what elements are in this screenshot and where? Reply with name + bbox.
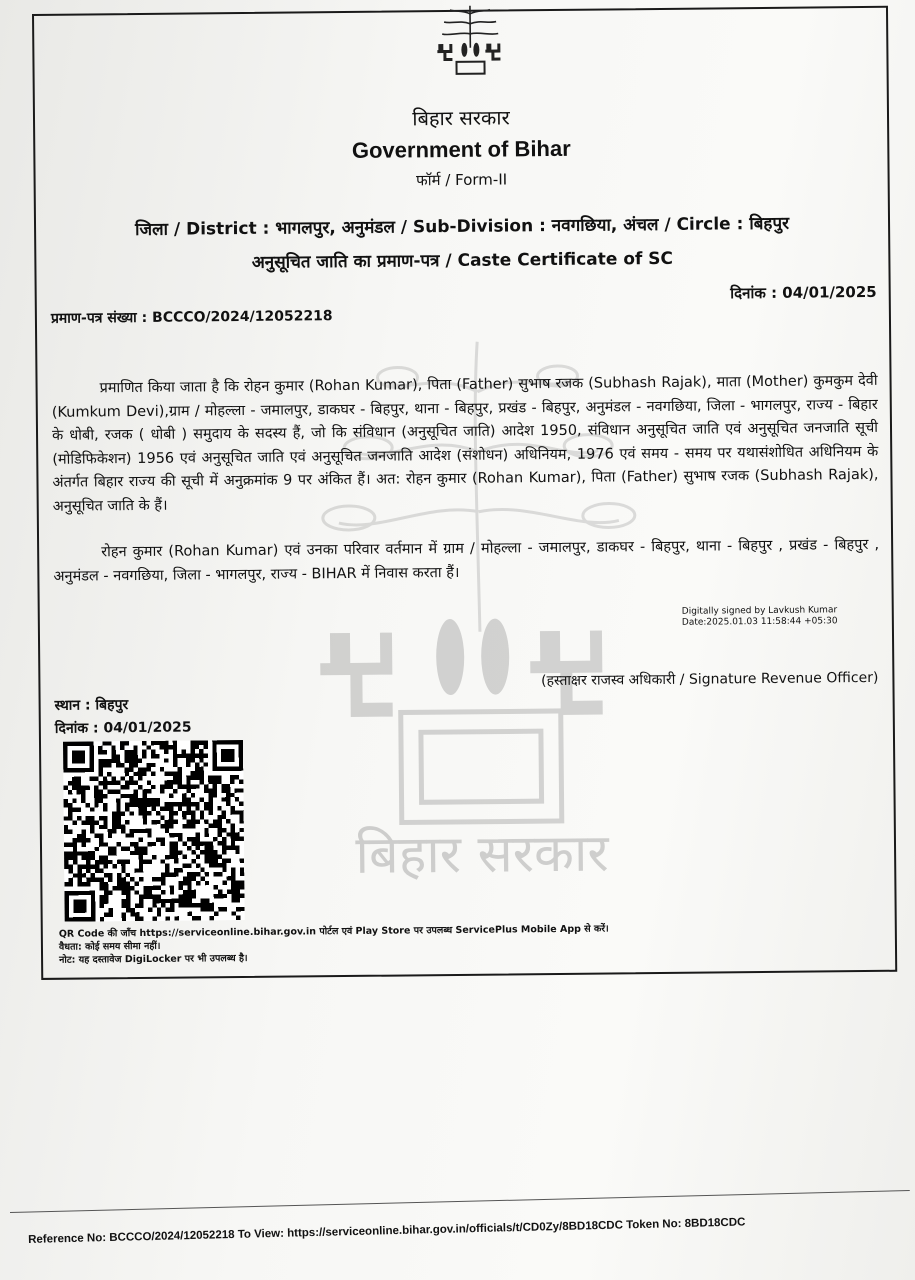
- notes: [59, 923, 609, 967]
- residence-paragraph: रोहन कुमार (Rohan Kumar) एवं उनका परिवार वर्तमान में ग्राम / मोहल्ला - जमालपुर, डाकघर - बिहपुर, थाना - बिहपुर , प्रखंड - बिहपुर , अनुमंडल - नवगछिया, जिला - भागलपुर, राज्य - BIHAR में निवास करता हैं।: [53, 536, 880, 585]
- certificate-border: [32, 6, 897, 980]
- certificate-number: प्रमाण-पत्र संख्या : BCCCO/2024/12052218: [50, 308, 333, 327]
- place-label: स्थान : बिहपुर: [54, 697, 129, 714]
- gov-english-title: Government of Bihar: [351, 135, 571, 163]
- digital-signature-date: Date:2025.01.03 11:58:44 +05:30: [681, 616, 838, 628]
- digilocker-note: नोट: यह दस्तावेज DigiLocker पर भी उपलब्ध है।: [59, 952, 248, 966]
- certification-paragraph: प्रमाणित किया जाता है कि रोहन कुमार (Rohan Kumar), पिता (Father) सुभाष रजक (Subhash Rajak), माता (Mother) कुमकुम देवी (Kumkum Devi),ग्राम / मोहल्ला - जमालपुर, डाकघर - बिहपुर, थाना - बिहपुर, प्रखंड - बिहपुर, अनुमंडल - नवगछिया, जिला - भागलपुर, राज्य - बिहार के धोबी, रजक ( धोबी ) समुदाय के सदस्य हैं, जो कि संविधान (अनुसूचित जाति) आदेश 1950, संविधान अनुसूचित जाति एवं अनुसूचित जनजाति सूची (मोडिफिकेशन) 1956 एवं अनुसूचित जाति एवं अनुसूचित जनजाति आदेश (संशोधन) अधिनियम, 1976 एवं समय - समय पर यथासंशोधित अधिनियम के अंतर्गत बिहार राज्य की सूची में अनुक्रमांक 9 पर अंकित हैं। अत: रोहन कुमार (Rohan Kumar), पिता (Father) सुभाष रजक (Subhash Rajak), अनुसूचित जाति के हैं।: [51, 372, 879, 515]
- validity-note: वैधता: कोई समय सीमा नहीं।: [58, 940, 161, 953]
- form-label: फॉर्म / Form-II: [415, 170, 508, 190]
- digital-signature: [682, 605, 838, 628]
- certificate-title: अनुसूचित जाति का प्रमाण-पत्र / Caste Certificate of SC: [251, 248, 674, 273]
- signature-label: (हस्ताक्षर राजस्व अधिकारी / Signature Revenue Officer): [540, 669, 879, 690]
- footer-divider: [10, 1190, 910, 1213]
- qr-code-icon[interactable]: [63, 740, 245, 922]
- issue-date-top: दिनांक : 04/01/2025: [730, 282, 877, 303]
- bihar-emblem-icon: [430, 0, 511, 80]
- district-line: जिला / District : भागलपुर, अनुमंडल / Sub-Division : नवगछिया, अंचल / Circle : बिहपुर: [134, 213, 790, 241]
- digital-signature-name: Digitally signed by Lavkush Kumar: [681, 605, 838, 617]
- reference-footer: Reference No: BCCCO/2024/12052218 To View: https://serviceonline.bihar.gov.in/officials/t/CD0Zy/8BD18CDC Token No: 8BD18CDC: [28, 1216, 746, 1246]
- svg-text:बिहार सरकार: बिहार सरकार: [355, 823, 609, 886]
- qr-note: QR Code की जाँच https://serviceonline.bihar.gov.in पोर्टल एवं Play Store पर उपलब्ध ServicePlus Mobile App से करें।: [58, 923, 609, 940]
- issue-date-bottom: दिनांक : 04/01/2025: [54, 719, 192, 737]
- gov-hindi-title: बिहार सरकार: [412, 105, 510, 131]
